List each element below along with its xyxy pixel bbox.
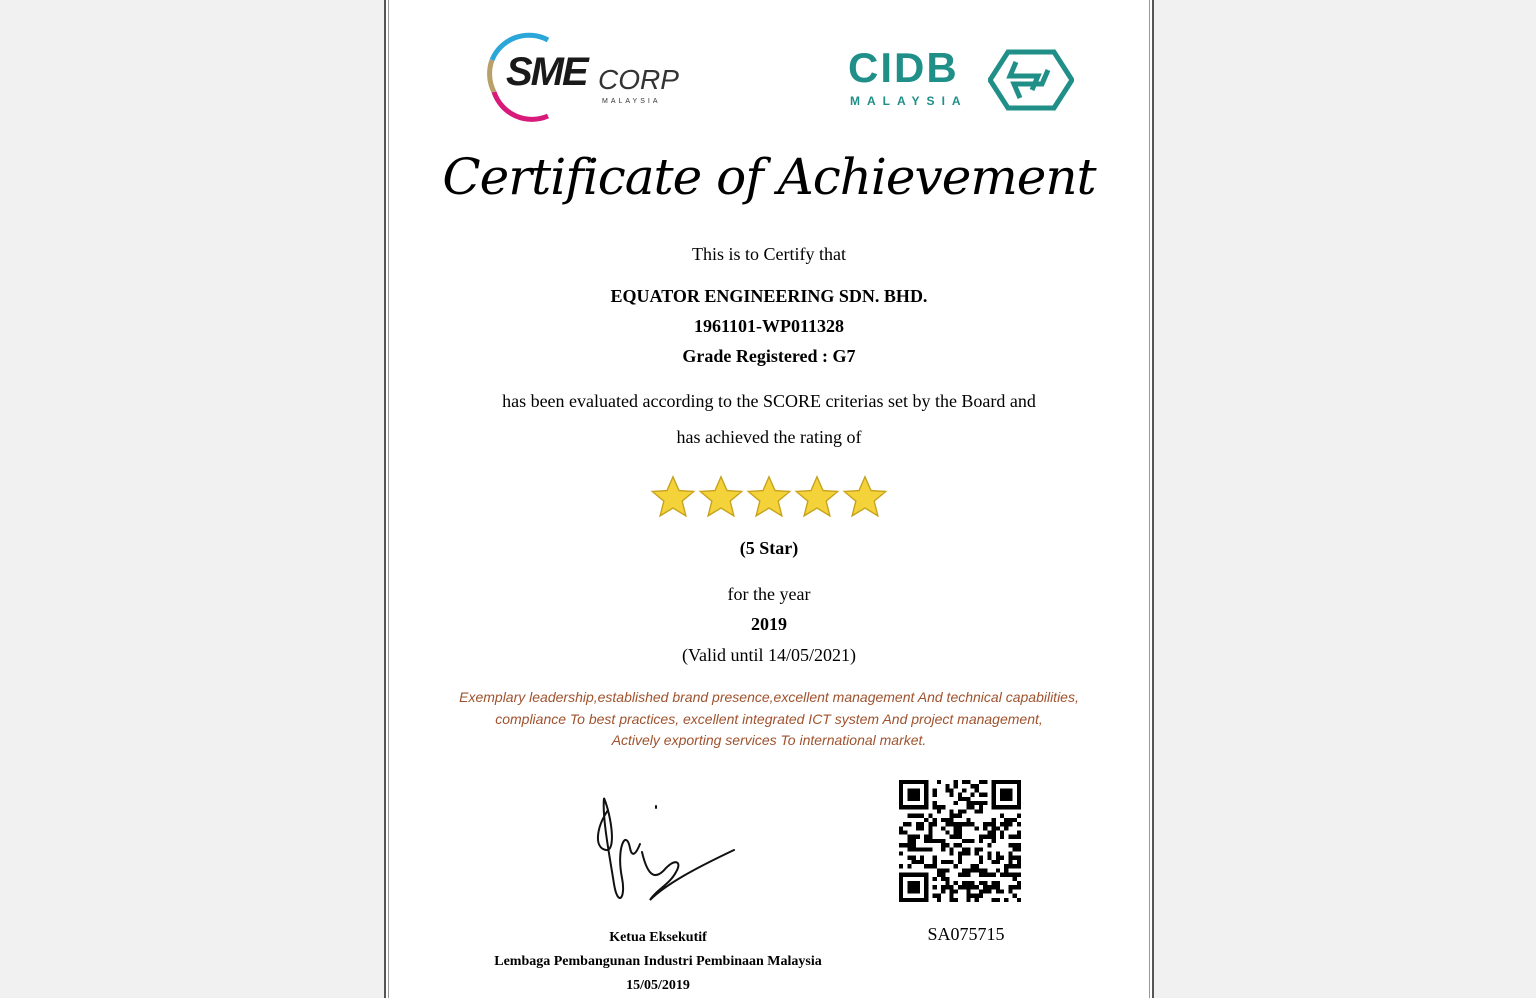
certificate-page (384, 0, 1154, 998)
certificate-title: Certificate of Achievement (442, 148, 1096, 206)
achievement-description (386, 687, 1152, 752)
intro-text: This is to Certify that (692, 244, 846, 264)
cidb-logo-text: CIDB (848, 44, 959, 91)
certificate-year: 2019 (751, 614, 787, 634)
company-name: EQUATOR ENGINEERING SDN. BHD. (610, 286, 928, 306)
cidb-logo (848, 44, 1074, 116)
star-rating (386, 474, 1152, 520)
year-label: for the year (727, 584, 811, 604)
qr-code (899, 780, 1021, 902)
cidb-logo-sub: MALAYSIA (850, 94, 968, 108)
star-icon (842, 474, 888, 520)
description-line: Actively exporting services To international market. (611, 732, 927, 748)
grade-registered: Grade Registered : G7 (682, 346, 856, 366)
serial-number: SA075715 (927, 924, 1005, 944)
evaluation-text-line2: has achieved the rating of (676, 427, 862, 447)
evaluation-text-line1: has been evaluated according to the SCORE criterias set by the Board and (502, 391, 1036, 411)
star-icon (650, 474, 696, 520)
star-icon (746, 474, 792, 520)
star-icon (698, 474, 744, 520)
cidb-hex-icon (988, 48, 1074, 112)
signatory-organisation: Lembaga Pembangunan Industri Pembinaan Malaysia (494, 954, 822, 969)
signatory-title: Ketua Eksekutif (609, 930, 707, 945)
description-line: Exemplary leadership,established brand presence,excellent management And technical capabilities, (459, 689, 1079, 705)
smecorp-logo-suffix: CORP (598, 64, 679, 95)
rating-label: (5 Star) (739, 538, 799, 558)
smecorp-logo-sub: MALAYSIA (602, 98, 661, 105)
validity-text: (Valid until 14/05/2021) (682, 645, 856, 665)
star-icon (794, 474, 840, 520)
smecorp-logo (478, 30, 698, 126)
registration-number: 1961101-WP011328 (693, 316, 844, 336)
signature (586, 788, 746, 918)
description-line: compliance To best practices, excellent integrated ICT system And project management, (495, 710, 1043, 727)
signed-date: 15/05/2019 (626, 978, 690, 993)
smecorp-logo-text: SME (506, 50, 587, 94)
